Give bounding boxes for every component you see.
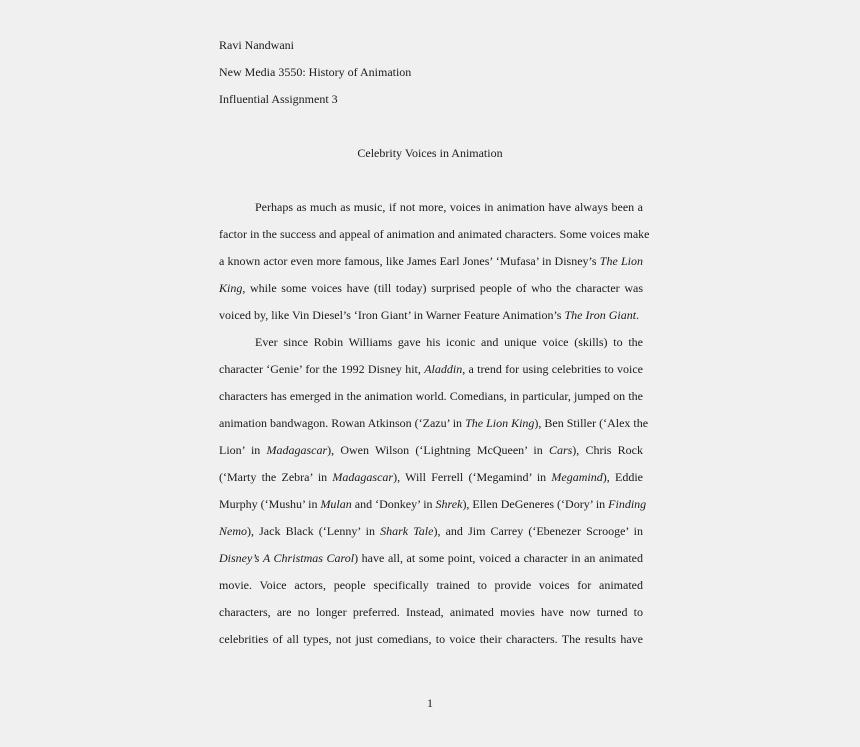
text-line [255,335,643,349]
line-segment: ), and Jim Carrey (‘Ebenezer Scrooge’ in [433,524,643,538]
line-segment: animation bandwagon. Rowan Atkinson (‘Zazu’ in [219,416,466,430]
text-line [219,254,643,268]
line-segment: Ever since Robin Williams gave his iconic and unique voice (skills) to the [255,335,643,349]
italic-title-text: Mulan [320,497,352,511]
line-segment: celebrities of all types, not just comedians, to voice their characters. The results have [219,632,643,646]
line-segment: , a trend for using celebrities to voice [462,362,644,376]
italic-title-text: Megamind [551,470,603,484]
assignment-name: Influential Assignment 3 [219,92,338,106]
text-line [255,200,643,214]
italic-title-text: Nemo [219,524,247,538]
author-name: Ravi Nandwani [219,38,294,52]
text-line [219,227,650,241]
line-segment: ), Eddie [602,470,643,484]
line-segment: factor in the success and appeal of animation and animated characters. Some voices make [219,227,650,241]
document-title: Celebrity Voices in Animation [357,146,503,160]
course-name: New Media 3550: History of Animation [219,65,412,79]
text-line [219,443,643,457]
italic-title-text: King [219,281,243,295]
line-segment: voiced by, like Vin Diesel’s ‘Iron Giant’ in Warner Feature Animation’s [219,308,565,322]
line-segment: ), Chris Rock [572,443,643,457]
line-segment: ), Owen Wilson (‘Lightning McQueen’ in [327,443,549,457]
line-segment: Murphy (‘Mushu’ in [219,497,321,511]
italic-title-text: The Lion [599,254,643,268]
line-segment: ), Will Ferrell (‘Megamind’ in [393,470,552,484]
line-segment: ), Ben Stiller (‘Alex the [534,416,649,430]
text-line [219,632,643,646]
page-number: 1 [427,696,433,710]
line-segment: characters has emerged in the animation world. Comedians, in particular, jumped on the [219,389,643,403]
italic-title-text: Finding [608,497,647,511]
italic-title-text: Shrek [435,497,463,511]
line-segment: Perhaps as much as music, if not more, voices in animation have always been a [255,200,643,214]
italic-title-text: Shark Tale [380,524,434,538]
italic-title-text: The Lion King [465,416,535,430]
italic-title-text: Cars [548,443,573,457]
line-segment: ), Jack Black (‘Lenny’ in [247,524,381,538]
italic-title-text: Aladdin [424,362,463,376]
italic-title-text: Disney’s A Christmas Carol [219,551,355,565]
text-line [219,551,643,565]
text-line [219,470,643,484]
line-segment: Lion’ in [219,443,267,457]
text-line [219,497,647,511]
line-segment: ) have all, at some point, voiced a character in an animated [354,551,643,565]
line-segment: movie. Voice actors, people specifically trained to provide voices for animated [219,578,643,592]
italic-title-text: Madagascar [332,470,394,484]
italic-title-text: The Iron Giant [564,308,637,322]
text-line [219,605,643,619]
text-line [219,281,643,295]
line-segment: character ‘Genie’ for the 1992 Disney hit, [219,362,425,376]
text-line [219,416,649,430]
text-line [219,389,643,403]
line-segment: ), Ellen DeGeneres (‘Dory’ in [462,497,609,511]
line-segment: . [636,308,640,322]
line-segment: a known actor even more famous, like James Earl Jones’ ‘Mufasa’ in Disney’s [219,254,600,268]
line-segment: and ‘Donkey’ in [351,497,436,511]
italic-title-text: Madagascar [266,443,328,457]
text-line [219,362,643,376]
text-line [219,308,643,322]
text-line [219,578,643,592]
line-segment: characters, are no longer preferred. Instead, animated movies have now turned to [219,605,643,619]
text-line [219,524,643,538]
line-segment: , while some voices have (till today) surprised people of who the character was [242,281,643,295]
line-segment: (‘Marty the Zebra’ in [219,470,333,484]
